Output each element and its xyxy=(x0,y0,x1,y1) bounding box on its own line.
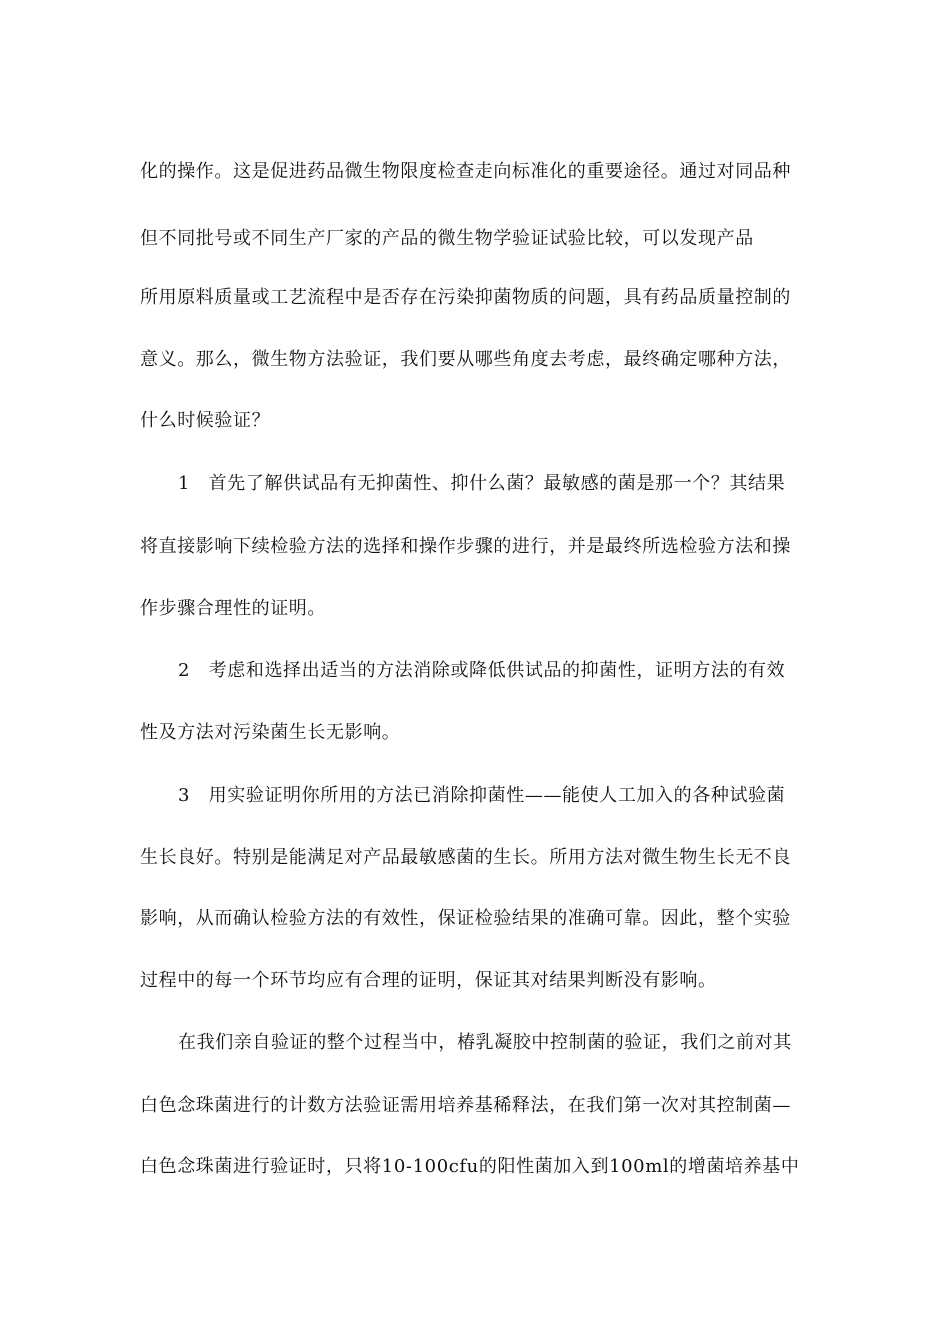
text-line-17: 白色念珠菌进行验证时，只将10-100cfu的阳性菌加入到100ml的增菌培养基中 xyxy=(140,1156,800,1177)
text-line-3: 所用原料质量或工艺流程中是否存在污染抑菌物质的问题，具有药品质量控制的 xyxy=(140,287,791,308)
text-line-8: 作步骤合理性的证明。 xyxy=(140,598,326,619)
text-line-12: 生长良好。特别是能满足对产品最敏感菌的生长。所用方法对微生物生长无不良 xyxy=(140,847,791,868)
text-line-13: 影响，从而确认检验方法的有效性，保证检验结果的准确可靠。因此，整个实验 xyxy=(140,908,791,929)
text-line-2: 但不同批号或不同生产厂家的产品的微生物学验证试验比较，可以发现产品 xyxy=(140,228,754,249)
text-line-7: 将直接影响下续检验方法的选择和操作步骤的进行，并是最终所选检验方法和操 xyxy=(140,536,791,557)
text-line-14: 过程中的每一个环节均应有合理的证明，保证其对结果判断没有影响。 xyxy=(140,970,717,991)
numbered-item-3: 3 用实验证明你所用的方法已消除抑菌性——能使人工加入的各种试验菌 xyxy=(178,785,786,806)
text-line-5: 什么时候验证？ xyxy=(140,410,271,431)
text-line-4: 意义。那么，微生物方法验证，我们要从哪些角度去考虑，最终确定哪种方法， xyxy=(140,349,791,370)
text-line-1: 化的操作。这是促进药品微生物限度检查走向标准化的重要途径。通过对同品种 xyxy=(140,161,791,182)
numbered-item-1: 1 首先了解供试品有无抑菌性、抑什么菌？最敏感的菌是那一个？其结果 xyxy=(178,473,786,494)
numbered-item-2: 2 考虑和选择出适当的方法消除或降低供试品的抑菌性，证明方法的有效 xyxy=(178,660,786,681)
text-line-10: 性及方法对污染菌生长无影响。 xyxy=(140,722,401,743)
paragraph-start: 在我们亲自验证的整个过程当中，椿乳凝胶中控制菌的验证，我们之前对其 xyxy=(178,1032,792,1053)
text-line-16: 白色念珠菌进行的计数方法验证需用培养基稀释法，在我们第一次对其控制菌— xyxy=(140,1095,791,1116)
